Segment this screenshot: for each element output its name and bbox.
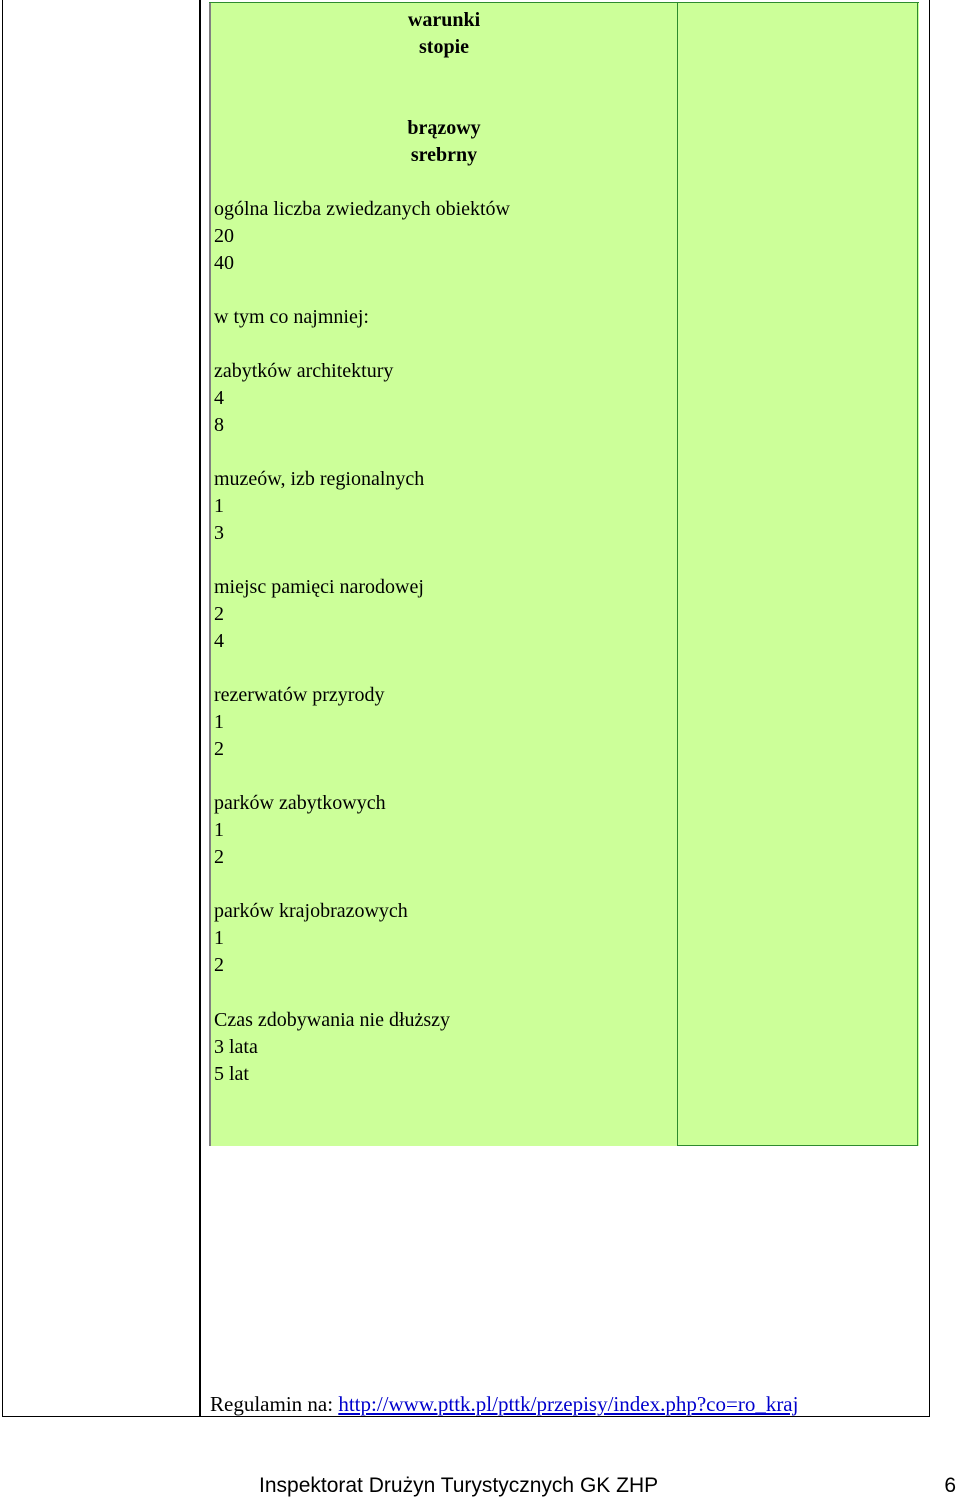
row-value-srebrny: 40 xyxy=(214,252,234,274)
regulation-row xyxy=(210,1390,798,1418)
row-label: muzeów, izb regionalnych xyxy=(214,468,425,490)
row-value-srebrny: 2 xyxy=(214,738,224,760)
row-label: zabytków architektury xyxy=(214,360,394,382)
page-footer-org: Inspektorat Drużyn Turystycznych GK ZHP xyxy=(259,1474,659,1497)
row-value-srebrny: 3 xyxy=(214,522,224,544)
row-label: rezerwatów przyrody xyxy=(214,684,385,706)
regulation-link[interactable]: http://www.pttk.pl/pttk/przepisy/index.php?co=ro_kraj xyxy=(338,1392,799,1416)
grade-brazowy: brązowy xyxy=(407,117,481,139)
page-number: 6 xyxy=(944,1474,956,1497)
row-label: miejsc pamięci narodowej xyxy=(214,576,424,598)
row-value-srebrny: 2 xyxy=(214,846,224,868)
row-label: parków zabytkowych xyxy=(214,792,386,814)
row-value-brazowy: 1 xyxy=(214,927,224,949)
row-value-srebrny: 8 xyxy=(214,414,224,436)
grade-srebrny: srebrny xyxy=(410,144,478,166)
row-label: w tym co najmniej: xyxy=(214,306,369,328)
row-label: ogólna liczba zwiedzanych obiektów xyxy=(214,198,510,220)
row-value-brazowy: 3 lata xyxy=(214,1036,258,1058)
row-value-brazowy: 4 xyxy=(214,387,224,409)
row-value-srebrny: 5 lat xyxy=(214,1063,249,1085)
row-value-srebrny: 4 xyxy=(214,630,224,652)
row-value-brazowy: 1 xyxy=(214,495,224,517)
header-stopie: stopie xyxy=(419,36,469,58)
row-value-brazowy: 1 xyxy=(214,711,224,733)
row-value-brazowy: 2 xyxy=(214,603,224,625)
row-value-brazowy: 20 xyxy=(214,225,234,247)
row-label: parków krajobrazowych xyxy=(214,900,408,922)
requirements-table-empty-cell xyxy=(677,2,918,1146)
header-warunki: warunki xyxy=(407,9,481,31)
regulation-prefix: Regulamin na: xyxy=(210,1392,339,1416)
row-value-srebrny: 2 xyxy=(214,954,224,976)
row-label: Czas zdobywania nie dłuższy xyxy=(214,1009,451,1031)
column-divider xyxy=(199,0,201,1417)
row-value-brazowy: 1 xyxy=(214,819,224,841)
